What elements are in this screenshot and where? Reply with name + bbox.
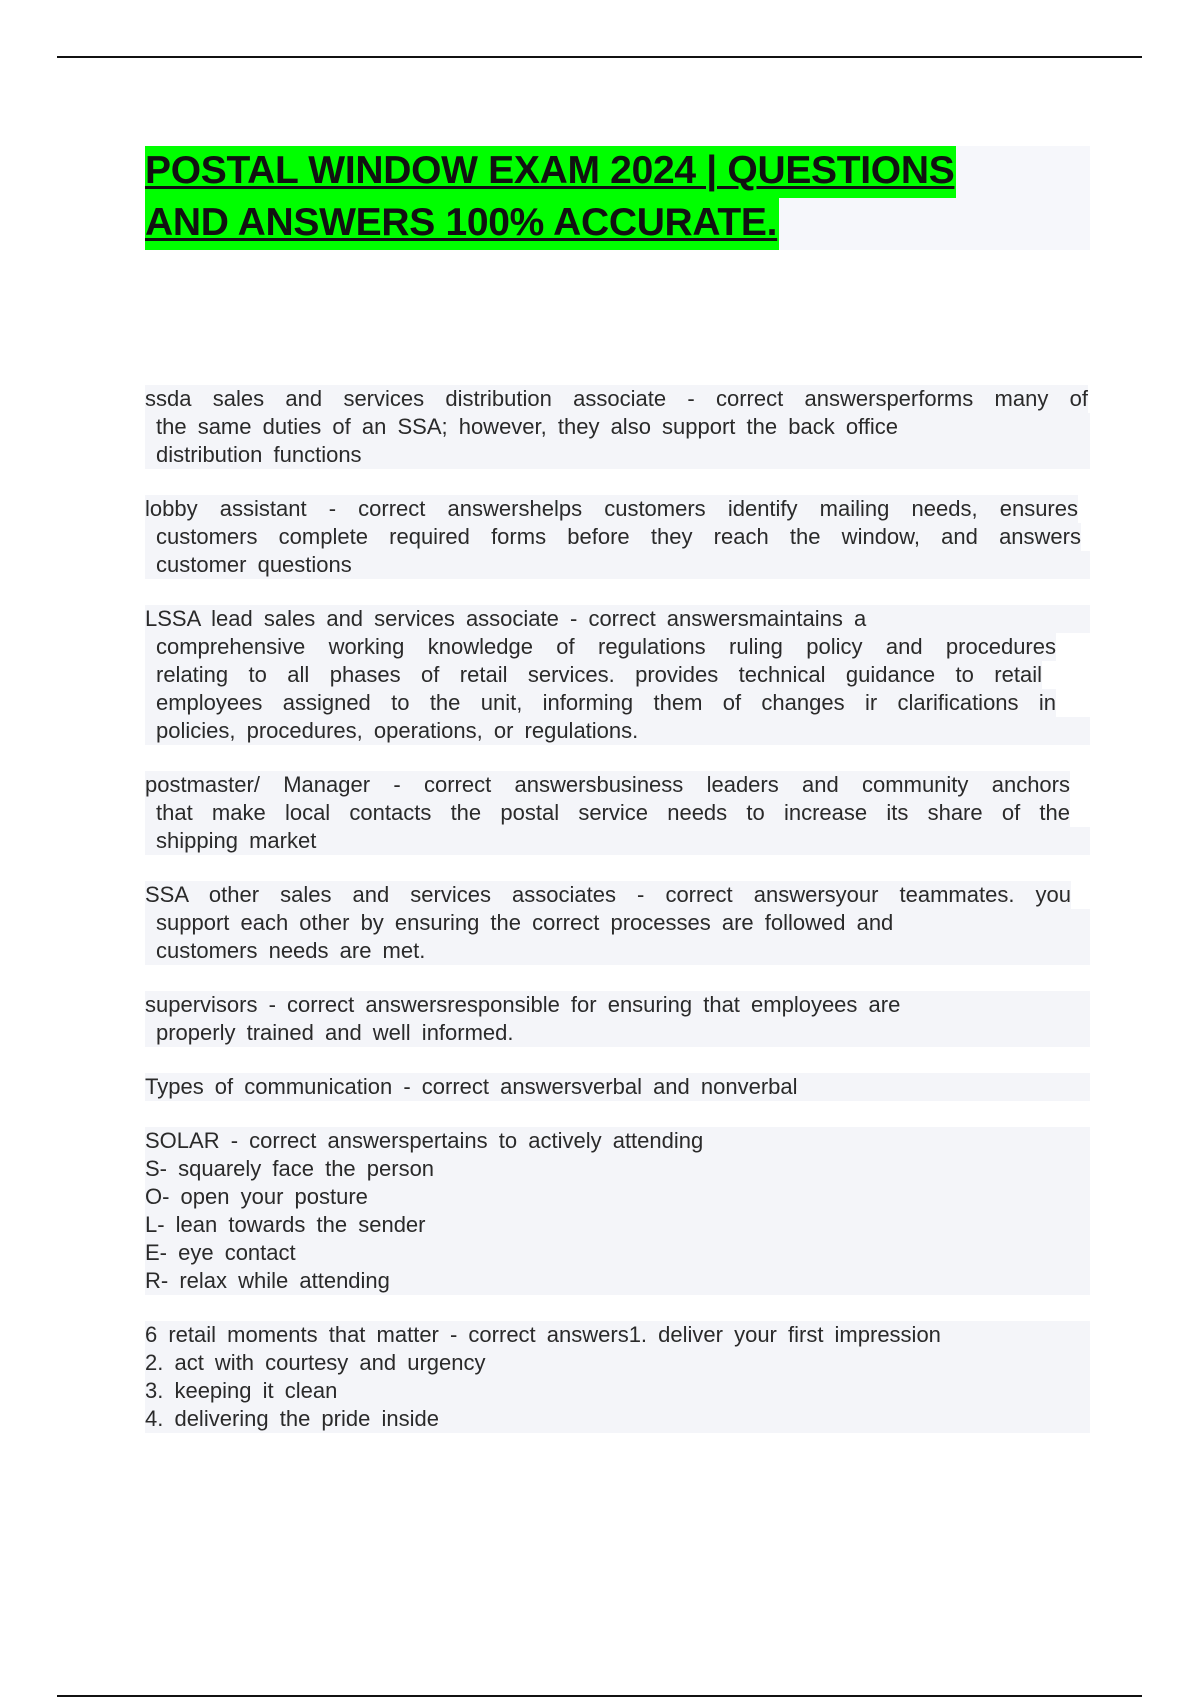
entry-line: ssda sales and services distribution associate - correct answersperforms many of	[145, 386, 1088, 411]
entry-line: O- open your posture	[145, 1183, 1090, 1211]
entry-line: S- squarely face the person	[145, 1155, 1090, 1183]
entry-line: the same duties of an SSA; however, they also support the back office	[145, 413, 1090, 441]
entry-line: Types of communication - correct answersverbal and nonverbal	[145, 1073, 1090, 1101]
page-title	[145, 146, 1090, 250]
entry-line: relating to all phases of retail services. provides technical guidance to retail	[145, 661, 1042, 689]
qa-entry-communication	[145, 1073, 1090, 1101]
entry-line: comprehensive working knowledge of regulations ruling policy and procedures	[145, 633, 1056, 661]
entry-line: support each other by ensuring the correct processes are followed and	[145, 909, 1090, 937]
entry-line: shipping market	[145, 827, 1090, 855]
qa-list	[145, 385, 1090, 1459]
footer-rule	[57, 1695, 1142, 1697]
title-line-2: AND ANSWERS 100% ACCURATE.	[145, 198, 779, 250]
entry-line: employees assigned to the unit, informing them of changes ir clarifications in	[145, 689, 1056, 717]
entry-line: supervisors - correct answersresponsible for ensuring that employees are	[145, 991, 1090, 1019]
entry-line: properly trained and well informed.	[145, 1019, 1090, 1047]
entry-line: distribution functions	[145, 441, 1090, 469]
entry-line: that make local contacts the postal service needs to increase its share of the	[145, 799, 1070, 827]
entry-line: E- eye contact	[145, 1239, 1090, 1267]
title-line-1: POSTAL WINDOW EXAM 2024 | QUESTIONS	[145, 146, 956, 198]
entry-line: SSA other sales and services associates - correct answersyour teammates. you	[145, 882, 1071, 907]
header-rule	[57, 56, 1142, 58]
entry-line: customers complete required forms before they reach the window, and answers	[145, 523, 1081, 551]
entry-line: L- lean towards the sender	[145, 1211, 1090, 1239]
entry-line: R- relax while attending	[145, 1267, 1090, 1295]
qa-entry-postmaster	[145, 771, 1090, 855]
entry-line: SOLAR - correct answerspertains to actively attending	[145, 1127, 1090, 1155]
entry-line: 6 retail moments that matter - correct answers1. deliver your first impression	[145, 1321, 1090, 1349]
qa-entry-ssda	[145, 385, 1090, 469]
entry-line: LSSA lead sales and services associate - correct answersmaintains a	[145, 605, 1090, 633]
entry-line: policies, procedures, operations, or regulations.	[145, 717, 1090, 745]
entry-line: lobby assistant - correct answershelps customers identify mailing needs, ensures	[145, 496, 1078, 521]
entry-line: 2. act with courtesy and urgency	[145, 1349, 1090, 1377]
entry-line: 3. keeping it clean	[145, 1377, 1090, 1405]
qa-entry-retail-moments	[145, 1321, 1090, 1433]
entry-line: postmaster/ Manager - correct answersbusiness leaders and community anchors	[145, 772, 1070, 797]
entry-line: customers needs are met.	[145, 937, 1090, 965]
qa-entry-lobby-assistant	[145, 495, 1090, 579]
qa-entry-ssa	[145, 881, 1090, 965]
qa-entry-supervisors	[145, 991, 1090, 1047]
entry-line: 4. delivering the pride inside	[145, 1405, 1090, 1433]
qa-entry-solar	[145, 1127, 1090, 1295]
qa-entry-lssa	[145, 605, 1090, 745]
entry-line: customer questions	[145, 551, 1090, 579]
